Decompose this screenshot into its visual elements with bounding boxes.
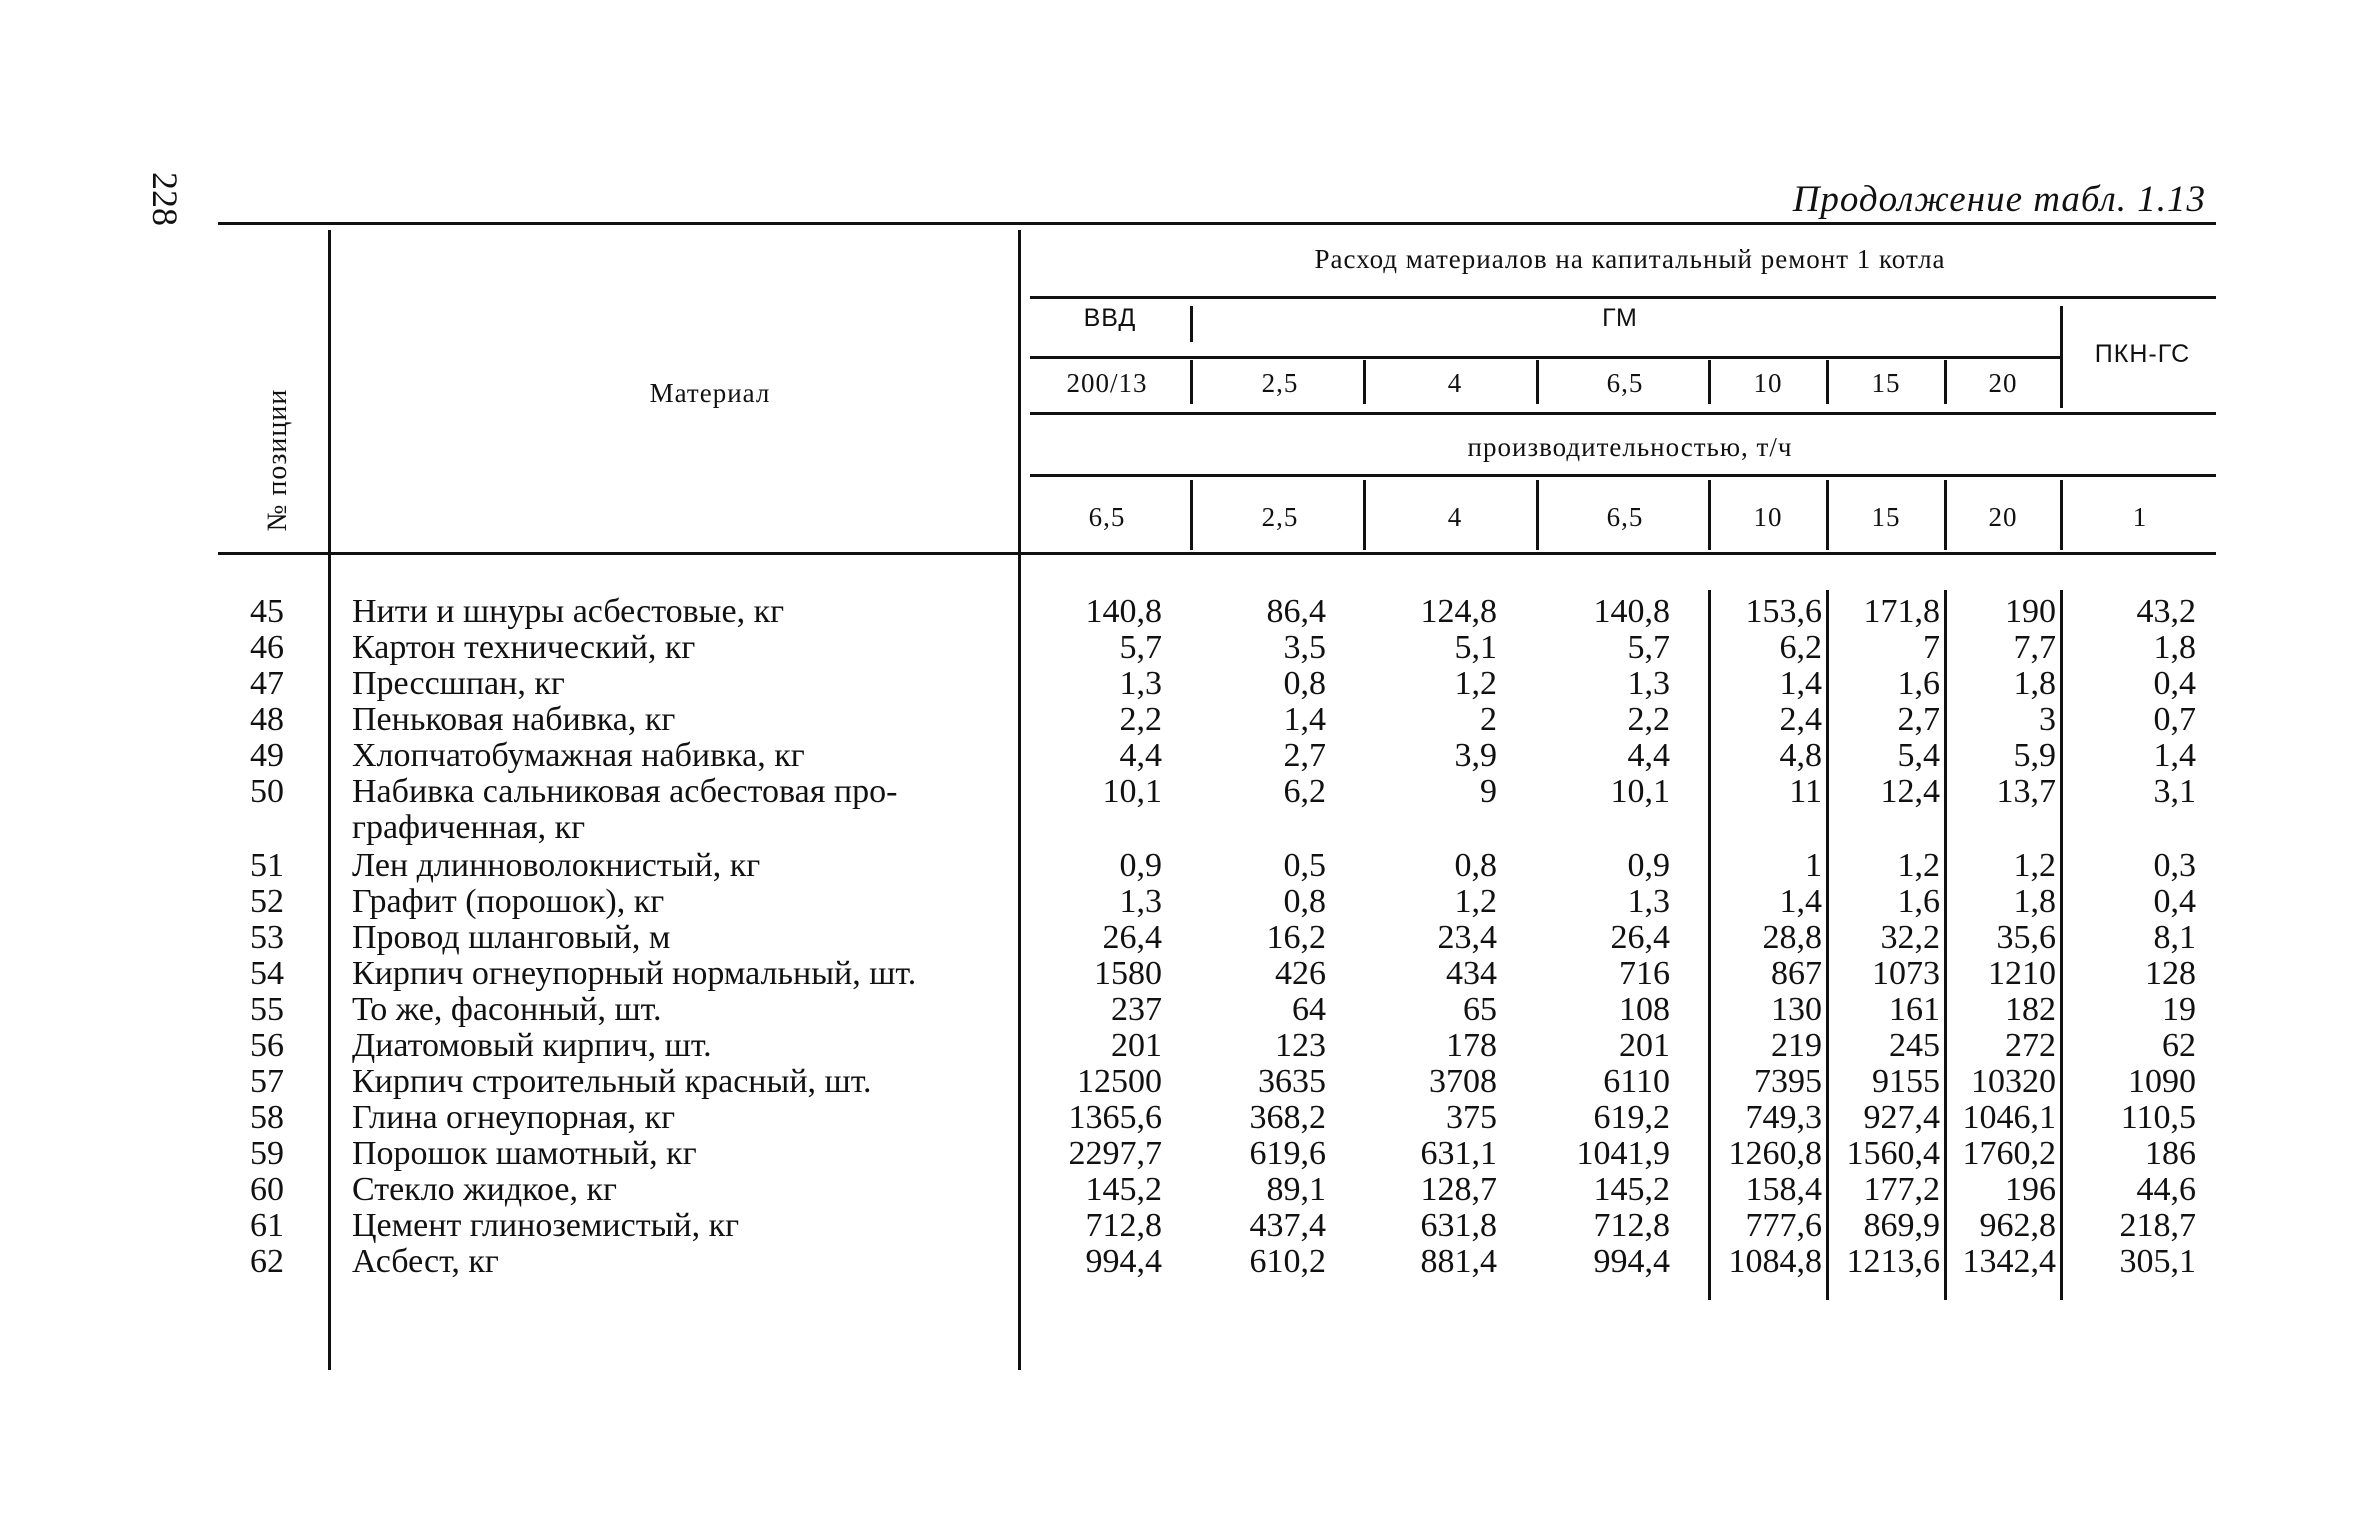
position-number: 56 — [250, 1027, 284, 1064]
value-cell: 1,4 — [1283, 701, 1326, 738]
value-cell: 237 — [1111, 991, 1162, 1028]
position-number: 55 — [250, 991, 284, 1028]
value-cell: 124,8 — [1420, 593, 1497, 630]
value-cell: 0,9 — [1119, 847, 1162, 884]
value-cell: 5,4 — [1897, 737, 1940, 774]
vvd-header: ВВД — [1083, 304, 1137, 332]
value-cell: 128,7 — [1420, 1171, 1497, 1208]
productivity-cell: 4 — [1447, 502, 1463, 532]
position-number: 51 — [250, 847, 284, 884]
value-cell: 219 — [1771, 1027, 1822, 1064]
value-cell: 1580 — [1094, 955, 1162, 992]
value-cell: 12500 — [1077, 1063, 1162, 1100]
value-cell: 2 — [1480, 701, 1497, 738]
table-row — [0, 1028, 2363, 1063]
value-cell: 1342,4 — [1962, 1243, 2056, 1280]
position-number: 57 — [250, 1063, 284, 1100]
table-row — [0, 1100, 2363, 1135]
position-number: 60 — [250, 1171, 284, 1208]
group-title: Расход материалов на капитальный ремонт 1 котла — [1314, 244, 1946, 274]
table-row — [0, 1244, 2363, 1279]
value-cell: 161 — [1889, 991, 1940, 1028]
value-cell: 610,2 — [1249, 1243, 1326, 1280]
position-number: 48 — [250, 701, 284, 738]
value-cell: 1084,8 — [1728, 1243, 1822, 1280]
value-cell: 426 — [1275, 955, 1326, 992]
value-cell: 631,8 — [1420, 1207, 1497, 1244]
value-cell: 6110 — [1603, 1063, 1670, 1100]
value-cell: 3708 — [1429, 1063, 1497, 1100]
material-name-continuation: графиченная, кг — [352, 809, 586, 846]
value-cell: 44,6 — [2136, 1171, 2196, 1208]
value-cell: 749,3 — [1745, 1099, 1822, 1136]
value-cell: 1260,8 — [1728, 1135, 1822, 1172]
value-cell: 1,8 — [2153, 629, 2196, 666]
table-row-continuation — [0, 810, 2363, 845]
gm-header: ГМ — [1602, 304, 1638, 332]
table-row — [0, 666, 2363, 701]
value-cell: 123 — [1275, 1027, 1326, 1064]
value-cell: 65 — [1463, 991, 1497, 1028]
material-name: Цемент глиноземистый, кг — [352, 1207, 740, 1244]
table-row — [0, 1064, 2363, 1099]
value-cell: 190 — [2005, 593, 2056, 630]
productivity-cell: 2,5 — [1261, 502, 1299, 532]
value-cell: 2,7 — [1897, 701, 1940, 738]
value-cell: 158,4 — [1745, 1171, 1822, 1208]
value-cell: 1213,6 — [1846, 1243, 1940, 1280]
productivity-label: производительностью, т/ч — [1467, 432, 1793, 462]
value-cell: 1365,6 — [1068, 1099, 1162, 1136]
value-cell: 994,4 — [1593, 1243, 1670, 1280]
value-cell: 7,7 — [2013, 629, 2056, 666]
value-cell: 10320 — [1971, 1063, 2056, 1100]
value-cell: 994,4 — [1085, 1243, 1162, 1280]
value-cell: 1560,4 — [1846, 1135, 1940, 1172]
value-cell: 7 — [1923, 629, 1940, 666]
position-number: 58 — [250, 1099, 284, 1136]
position-number: 47 — [250, 665, 284, 702]
productivity-cell: 10 — [1753, 502, 1783, 532]
position-number: 49 — [250, 737, 284, 774]
value-cell: 716 — [1619, 955, 1670, 992]
value-cell: 368,2 — [1249, 1099, 1326, 1136]
value-cell: 1,2 — [1897, 847, 1940, 884]
value-cell: 26,4 — [1102, 919, 1162, 956]
value-cell: 1,4 — [2153, 737, 2196, 774]
value-cell: 0,9 — [1627, 847, 1670, 884]
value-cell: 1,2 — [1454, 665, 1497, 702]
model-cell: 200/13 — [1066, 368, 1148, 398]
value-cell: 1,6 — [1897, 883, 1940, 920]
value-cell: 1073 — [1872, 955, 1940, 992]
material-name: Асбест, кг — [352, 1243, 499, 1280]
material-name: Стекло жидкое, кг — [352, 1171, 617, 1208]
value-cell: 1 — [1805, 847, 1822, 884]
productivity-cell: 20 — [1988, 502, 2018, 532]
value-cell: 4,8 — [1779, 737, 1822, 774]
pkn-header: ПКН-ГС — [2094, 340, 2191, 368]
material-column-header: Материал — [649, 378, 771, 408]
value-cell: 4,4 — [1627, 737, 1670, 774]
value-cell: 1,4 — [1779, 665, 1822, 702]
value-cell: 145,2 — [1593, 1171, 1670, 1208]
value-cell: 140,8 — [1593, 593, 1670, 630]
value-cell: 62 — [2162, 1027, 2196, 1064]
value-cell: 2297,7 — [1068, 1135, 1162, 1172]
model-cell: 20 — [1988, 368, 2018, 398]
position-number: 61 — [250, 1207, 284, 1244]
material-name: Глина огнеупорная, кг — [352, 1099, 676, 1136]
value-cell: 712,8 — [1593, 1207, 1670, 1244]
value-cell: 631,1 — [1420, 1135, 1497, 1172]
value-cell: 0,8 — [1454, 847, 1497, 884]
value-cell: 5,7 — [1627, 629, 1670, 666]
material-name: Графит (порошок), кг — [352, 883, 665, 920]
value-cell: 3,5 — [1283, 629, 1326, 666]
value-cell: 201 — [1111, 1027, 1162, 1064]
value-cell: 6,2 — [1779, 629, 1822, 666]
value-cell: 1,6 — [1897, 665, 1940, 702]
value-cell: 177,2 — [1863, 1171, 1940, 1208]
value-cell: 5,7 — [1119, 629, 1162, 666]
position-number: 50 — [250, 773, 284, 810]
value-cell: 619,6 — [1249, 1135, 1326, 1172]
value-cell: 6,2 — [1283, 773, 1326, 810]
position-number: 53 — [250, 919, 284, 956]
value-cell: 3 — [2039, 701, 2056, 738]
value-cell: 0,8 — [1283, 883, 1326, 920]
value-cell: 3,1 — [2153, 773, 2196, 810]
table-row — [0, 1208, 2363, 1243]
value-cell: 375 — [1446, 1099, 1497, 1136]
model-cell: 15 — [1871, 368, 1901, 398]
value-cell: 110,5 — [2120, 1099, 2196, 1136]
value-cell: 186 — [2145, 1135, 2196, 1172]
table-row — [0, 1136, 2363, 1171]
position-number: 62 — [250, 1243, 284, 1280]
value-cell: 1,8 — [2013, 665, 2056, 702]
page-number: 228 — [145, 172, 185, 226]
table-row — [0, 738, 2363, 773]
productivity-cell: 15 — [1871, 502, 1901, 532]
material-name: Картон технический, кг — [352, 629, 696, 666]
table-row — [0, 956, 2363, 991]
value-cell: 86,4 — [1266, 593, 1326, 630]
material-name: Хлопчатобумажная набивка, кг — [352, 737, 805, 774]
material-name: Лен длинноволокнистый, кг — [352, 847, 761, 884]
value-cell: 9 — [1480, 773, 1497, 810]
value-cell: 108 — [1619, 991, 1670, 1028]
productivity-cell: 6,5 — [1088, 502, 1126, 532]
value-cell: 196 — [2005, 1171, 2056, 1208]
value-cell: 43,2 — [2136, 593, 2196, 630]
value-cell: 9155 — [1872, 1063, 1940, 1100]
value-cell: 2,2 — [1627, 701, 1670, 738]
value-cell: 1,2 — [2013, 847, 2056, 884]
value-cell: 23,4 — [1437, 919, 1497, 956]
value-cell: 13,7 — [1996, 773, 2056, 810]
value-cell: 35,6 — [1996, 919, 2056, 956]
value-cell: 1760,2 — [1962, 1135, 2056, 1172]
table-row — [0, 594, 2363, 629]
table-row — [0, 920, 2363, 955]
position-number: 54 — [250, 955, 284, 992]
value-cell: 0,5 — [1283, 847, 1326, 884]
value-cell: 1,3 — [1119, 665, 1162, 702]
value-cell: 4,4 — [1119, 737, 1162, 774]
value-cell: 140,8 — [1085, 593, 1162, 630]
value-cell: 869,9 — [1863, 1207, 1940, 1244]
position-column-header: № позиции — [262, 388, 293, 532]
model-cell: 2,5 — [1261, 368, 1299, 398]
value-cell: 0,4 — [2153, 883, 2196, 920]
material-name: Порошок шамотный, кг — [352, 1135, 697, 1172]
value-cell: 128 — [2145, 955, 2196, 992]
productivity-cell: 6,5 — [1606, 502, 1644, 532]
value-cell: 1,3 — [1627, 883, 1670, 920]
value-cell: 10,1 — [1102, 773, 1162, 810]
value-cell: 11 — [1789, 773, 1822, 810]
table-row — [0, 702, 2363, 737]
value-cell: 0,8 — [1283, 665, 1326, 702]
material-name: Кирпич строительный красный, шт. — [352, 1063, 872, 1100]
value-cell: 619,2 — [1593, 1099, 1670, 1136]
productivity-cell: 1 — [2132, 502, 2148, 532]
table-row — [0, 992, 2363, 1027]
value-cell: 28,8 — [1762, 919, 1822, 956]
value-cell: 64 — [1292, 991, 1326, 1028]
value-cell: 1041,9 — [1576, 1135, 1670, 1172]
value-cell: 8,1 — [2153, 919, 2196, 956]
value-cell: 2,4 — [1779, 701, 1822, 738]
position-number: 52 — [250, 883, 284, 920]
material-name: Кирпич огнеупорный нормальный, шт. — [352, 955, 917, 992]
value-cell: 26,4 — [1610, 919, 1670, 956]
value-cell: 1,3 — [1119, 883, 1162, 920]
value-cell: 0,4 — [2153, 665, 2196, 702]
value-cell: 19 — [2162, 991, 2196, 1028]
material-name: То же, фасонный, шт. — [352, 991, 662, 1028]
value-cell: 3635 — [1258, 1063, 1326, 1100]
value-cell: 437,4 — [1249, 1207, 1326, 1244]
table-row — [0, 1172, 2363, 1207]
value-cell: 153,6 — [1745, 593, 1822, 630]
value-cell: 7395 — [1754, 1063, 1822, 1100]
value-cell: 32,2 — [1880, 919, 1940, 956]
value-cell: 2,2 — [1119, 701, 1162, 738]
model-cell: 4 — [1447, 368, 1463, 398]
value-cell: 305,1 — [2119, 1243, 2196, 1280]
value-cell: 881,4 — [1420, 1243, 1497, 1280]
value-cell: 1,4 — [1779, 883, 1822, 920]
value-cell: 130 — [1771, 991, 1822, 1028]
material-name: Прессшпан, кг — [352, 665, 565, 702]
material-name: Набивка сальниковая асбестовая про- — [352, 773, 898, 810]
value-cell: 145,2 — [1085, 1171, 1162, 1208]
value-cell: 10,1 — [1610, 773, 1670, 810]
value-cell: 962,8 — [1979, 1207, 2056, 1244]
value-cell: 1090 — [2128, 1063, 2196, 1100]
value-cell: 867 — [1771, 955, 1822, 992]
value-cell: 712,8 — [1085, 1207, 1162, 1244]
position-number: 45 — [250, 593, 284, 630]
value-cell: 5,9 — [2013, 737, 2056, 774]
value-cell: 927,4 — [1863, 1099, 1940, 1136]
value-cell: 178 — [1446, 1027, 1497, 1064]
table-caption: Продолжение табл. 1.13 — [1792, 179, 2206, 220]
value-cell: 3,9 — [1454, 737, 1497, 774]
material-name: Диатомовый кирпич, шт. — [352, 1027, 712, 1064]
value-cell: 1210 — [1988, 955, 2056, 992]
model-cell: 6,5 — [1606, 368, 1644, 398]
value-cell: 1,2 — [1454, 883, 1497, 920]
value-cell: 434 — [1446, 955, 1497, 992]
value-cell: 201 — [1619, 1027, 1670, 1064]
table-row — [0, 848, 2363, 883]
value-cell: 2,7 — [1283, 737, 1326, 774]
material-name: Пеньковая набивка, кг — [352, 701, 676, 738]
value-cell: 218,7 — [2119, 1207, 2196, 1244]
value-cell: 5,1 — [1454, 629, 1497, 666]
value-cell: 245 — [1889, 1027, 1940, 1064]
value-cell: 0,7 — [2153, 701, 2196, 738]
value-cell: 777,6 — [1745, 1207, 1822, 1244]
value-cell: 16,2 — [1266, 919, 1326, 956]
value-cell: 1,3 — [1627, 665, 1670, 702]
position-number: 59 — [250, 1135, 284, 1172]
value-cell: 182 — [2005, 991, 2056, 1028]
value-cell: 272 — [2005, 1027, 2056, 1064]
value-cell: 12,4 — [1880, 773, 1940, 810]
value-cell: 89,1 — [1266, 1171, 1326, 1208]
value-cell: 1,8 — [2013, 883, 2056, 920]
material-name: Провод шланговый, м — [352, 919, 671, 956]
position-number: 46 — [250, 629, 284, 666]
table-row — [0, 630, 2363, 665]
value-cell: 0,3 — [2153, 847, 2196, 884]
material-name: Нити и шнуры асбестовые, кг — [352, 593, 785, 630]
value-cell: 1046,1 — [1962, 1099, 2056, 1136]
table-row — [0, 774, 2363, 809]
model-cell: 10 — [1753, 368, 1783, 398]
value-cell: 171,8 — [1863, 593, 1940, 630]
table-row — [0, 884, 2363, 919]
